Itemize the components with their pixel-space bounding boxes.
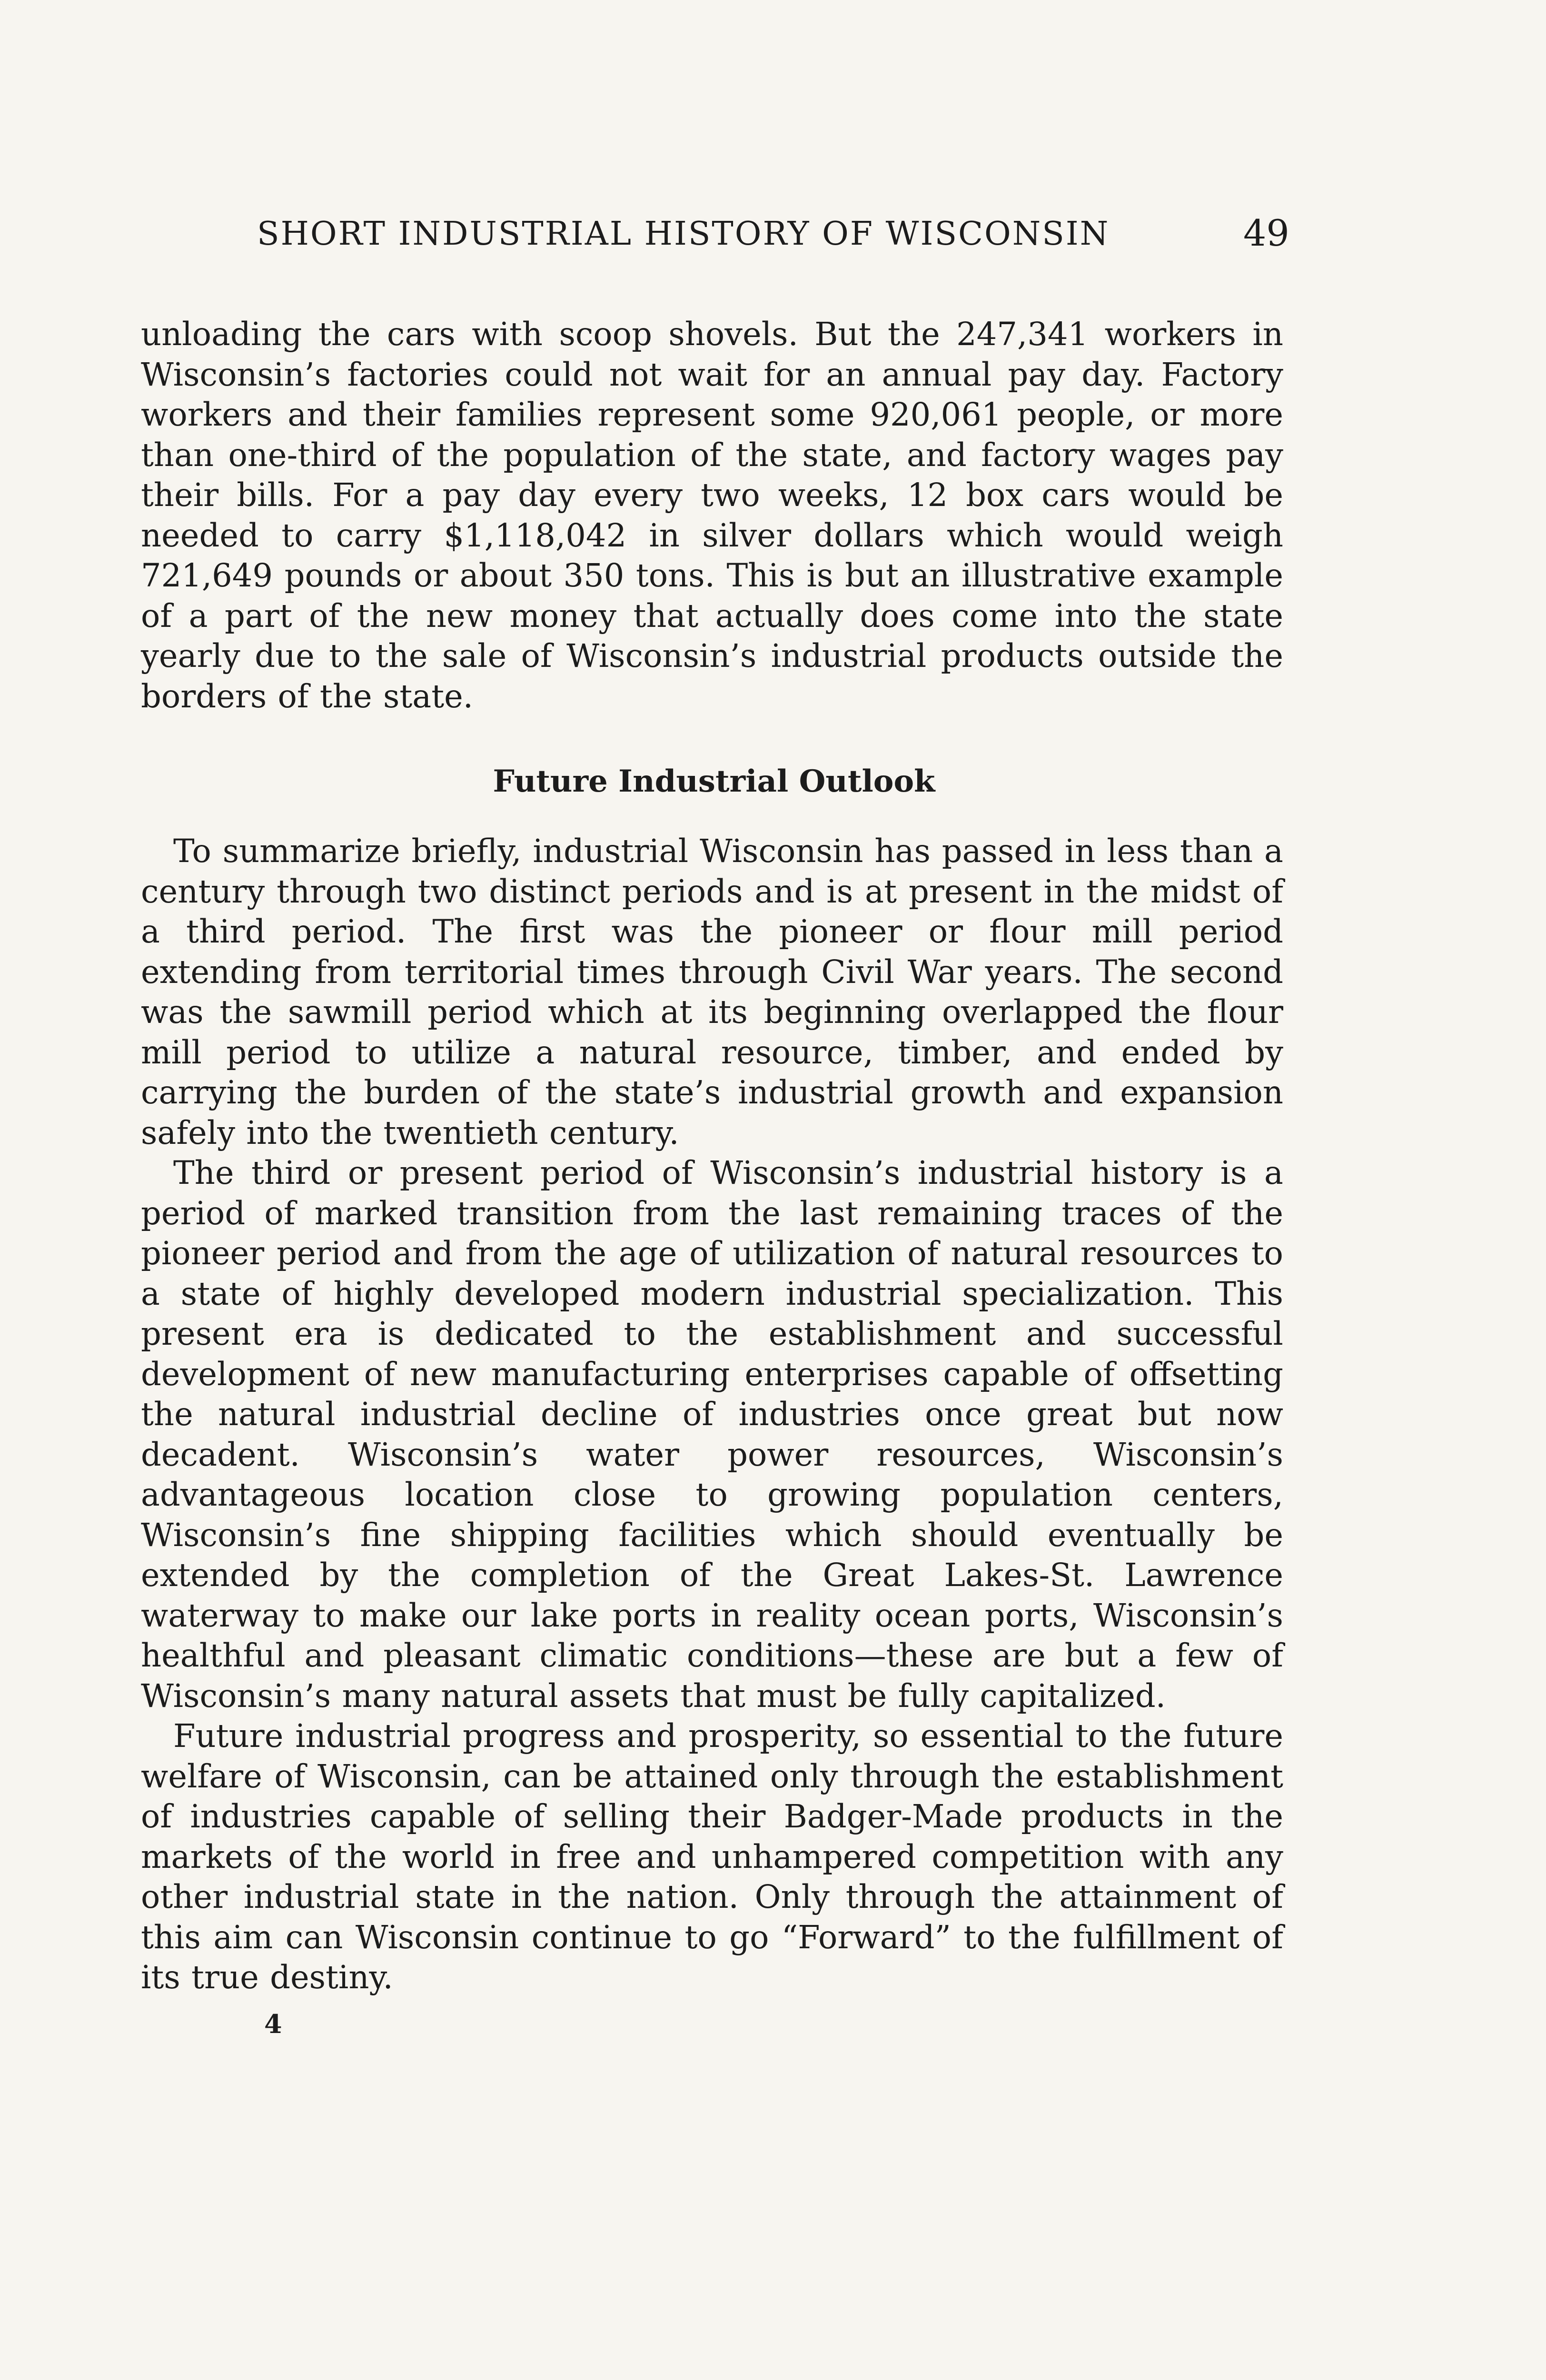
section-body xyxy=(141,831,1283,1998)
third-period-paragraph: The third or present period of Wisconsin’s industrial history is a period of marked transition from the last remaining traces of the pioneer period and from the age of utilization of natural resources to a state of highly developed modern industrial specialization. This present era is dedicated to the establishment and successful development of new manufacturing enterprises capable of offsetting the natural industrial decline of industries once great but now decadent. Wisconsin’s water power resources, Wisconsin’s advantageous location close to growing population centers, Wisconsin’s fine shipping facilities which should eventually be extended by the completion of the Great Lakes-St. Lawrence waterway to make our lake ports in reality ocean ports, Wisconsin’s healthful and pleasant climatic conditions—these are but a few of Wisconsin’s many natural assets that must be fully capitalized. xyxy=(141,1154,1283,1715)
opening-paragraph: unloading the cars with scoop shovels. But the 247,341 workers in Wisconsin’s factories could not wait for an annual pay day. Factory workers and their families represent some 920,061 people, or more than one-third of the population of the state, and factory wages pay their bills. For a pay day every two weeks, 12 box cars would be needed to carry $1,118,042 in silver dollars which would weigh 721,649 pounds or about 350 tons. This is but an illustrative example of a part of the new money that actually does come into the state yearly due to the sale of Wisconsin’s industrial products outside the borders of the state. xyxy=(141,316,1283,715)
future-paragraph: Future industrial progress and prosperity, so essential to the future welfare of Wisconsin, can be attained only through the establishment of industries capable of selling their Badger-Made products in the markets of the world in free and unhampered competition with any other industrial state in the nation. Only through the attainment of this aim can Wisconsin continue to go “Forward” to the fulfillment of its true destiny. xyxy=(141,1717,1283,1996)
page-number: 49 xyxy=(1243,212,1289,254)
printer-signature-mark: 4 xyxy=(264,2009,282,2039)
running-head-title: SHORT INDUSTRIAL HISTORY OF WISCONSIN xyxy=(257,215,1110,253)
opening-paragraph-block xyxy=(141,314,1283,716)
summary-paragraph: To summarize briefly, industrial Wisconsin has passed in less than a century through two distinct periods and is at present in the midst of a third period. The first was the pioneer or flour mill period extending from territorial times through Civil War years. The second was the sawmill period which at its beginning overlapped the flour mill period to utilize a natural resource, timber, and ended by carrying the burden of the state’s industrial growth and expansion safely into the twentieth century. xyxy=(141,833,1283,1151)
section-heading: Future Industrial Outlook xyxy=(493,764,935,799)
